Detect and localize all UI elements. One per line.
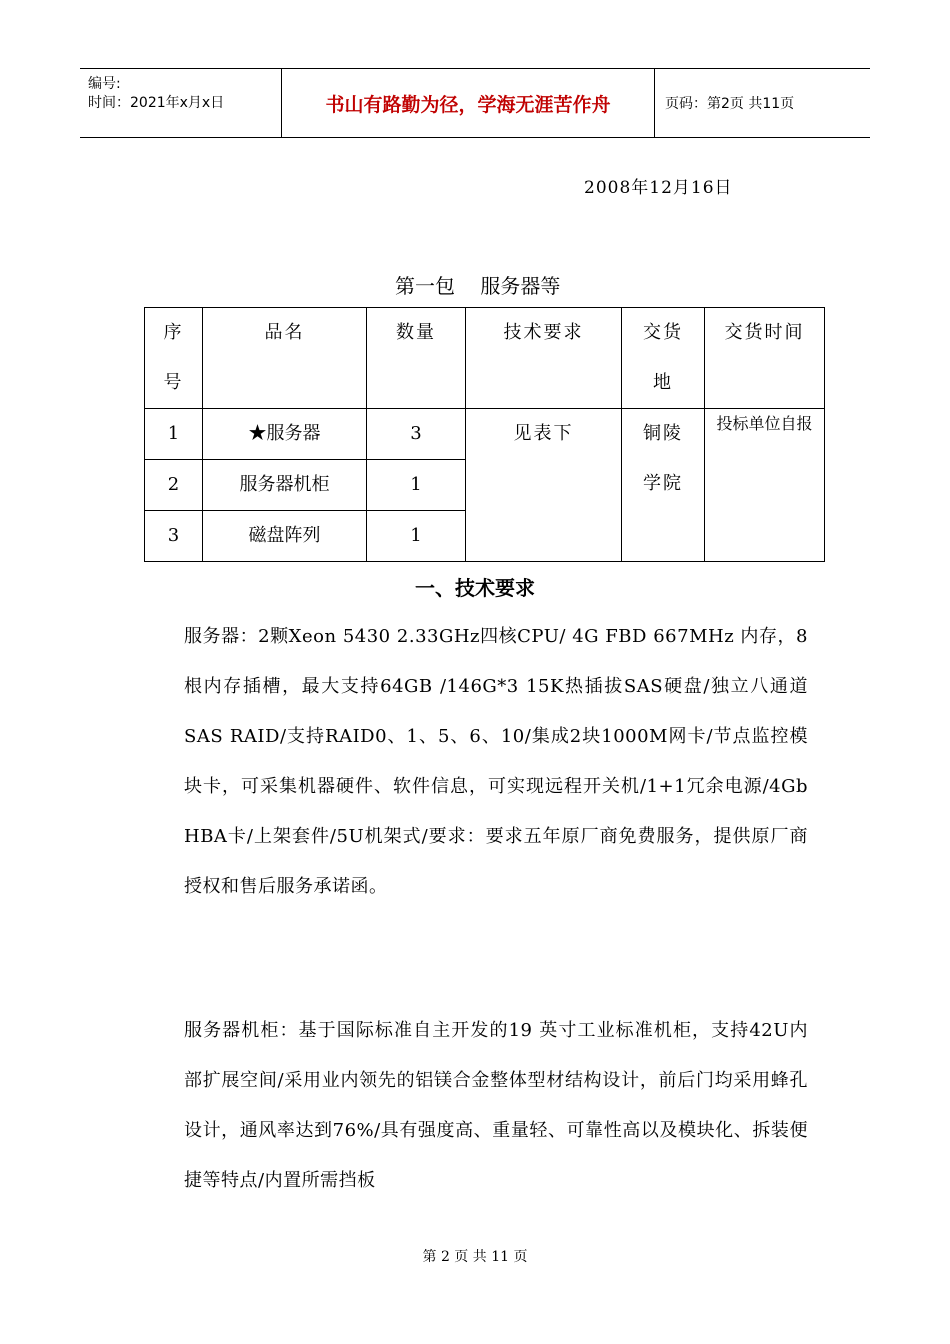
cell-qty: 3 [367, 409, 466, 460]
paragraph-server: 服务器：2颗Xeon 5430 2.33GHz四核CPU/ 4G FBD 667MHz 内存，8根内存插槽，最大支持64GB /146G*3 15K热插拔SAS硬盘/独立八通道SAS RAID/支持RAID0、1、5、6、10/集成2块1000M网卡/节点监控模块卡，可采集机器硬件、软件信息，可实现远程开关机/1+1冗余电源/4Gb HBA卡/上架套件/5U机架式/要求：要求五年原厂商免费服务，提供原厂商授权和售后服务承诺函。 [184, 626, 808, 897]
page-header [80, 68, 870, 138]
table-header-row [145, 308, 825, 409]
header-time: 交货时间 [705, 308, 825, 409]
cell-place-line1: 铜陵 [643, 423, 683, 444]
header-tech: 技术要求 [466, 308, 622, 409]
header-place-line2: 地 [653, 372, 673, 393]
header-motto: 书山有路勤为径，学海无涯苦作舟 [282, 69, 655, 137]
cell-qty: 1 [367, 511, 466, 562]
items-table [144, 307, 825, 562]
header-seq-line2: 号 [163, 372, 184, 393]
page-footer: 第 2 页 共 11 页 [422, 1249, 528, 1265]
cell-seq: 1 [145, 409, 203, 460]
cell-name: 服务器机柜 [203, 460, 367, 511]
header-seq [145, 308, 203, 409]
header-seq-line1: 序 [163, 322, 184, 343]
cell-qty: 1 [367, 460, 466, 511]
header-place-line1: 交货 [643, 322, 683, 343]
cell-place [622, 409, 705, 562]
table-row [145, 409, 825, 460]
document-date: 2008年12月16日 [584, 178, 733, 198]
doc-time-label: 时间：2021年x月x日 [88, 95, 225, 111]
cell-seq: 3 [145, 511, 203, 562]
cell-time: 投标单位自报 [705, 409, 825, 562]
doc-number-label: 编号: [88, 76, 121, 92]
cell-name: 磁盘阵列 [203, 511, 367, 562]
header-qty: 数量 [367, 308, 466, 409]
header-meta [80, 69, 282, 137]
header-place [622, 308, 705, 409]
cell-place-line2: 学院 [643, 473, 683, 494]
section-title: 一、技术要求 [415, 576, 535, 600]
table-title: 第一包 服务器等 [395, 274, 561, 298]
paragraph-cabinet: 服务器机柜：基于国际标准自主开发的19 英寸工业标准机柜，支持42U内部扩展空间/采用业内领先的铝镁合金整体型材结构设计，前后门均采用蜂孔设计，通风率达到76%/具有强度高、重量轻、可靠性高以及模块化、拆装便捷等特点/内置所需挡板 [184, 1020, 808, 1191]
header-name: 品名 [203, 308, 367, 409]
cell-tech: 见表下 [466, 409, 622, 562]
header-page-info: 页码：第2页 共11页 [665, 96, 795, 112]
cell-name: ★服务器 [203, 409, 367, 460]
cell-seq: 2 [145, 460, 203, 511]
